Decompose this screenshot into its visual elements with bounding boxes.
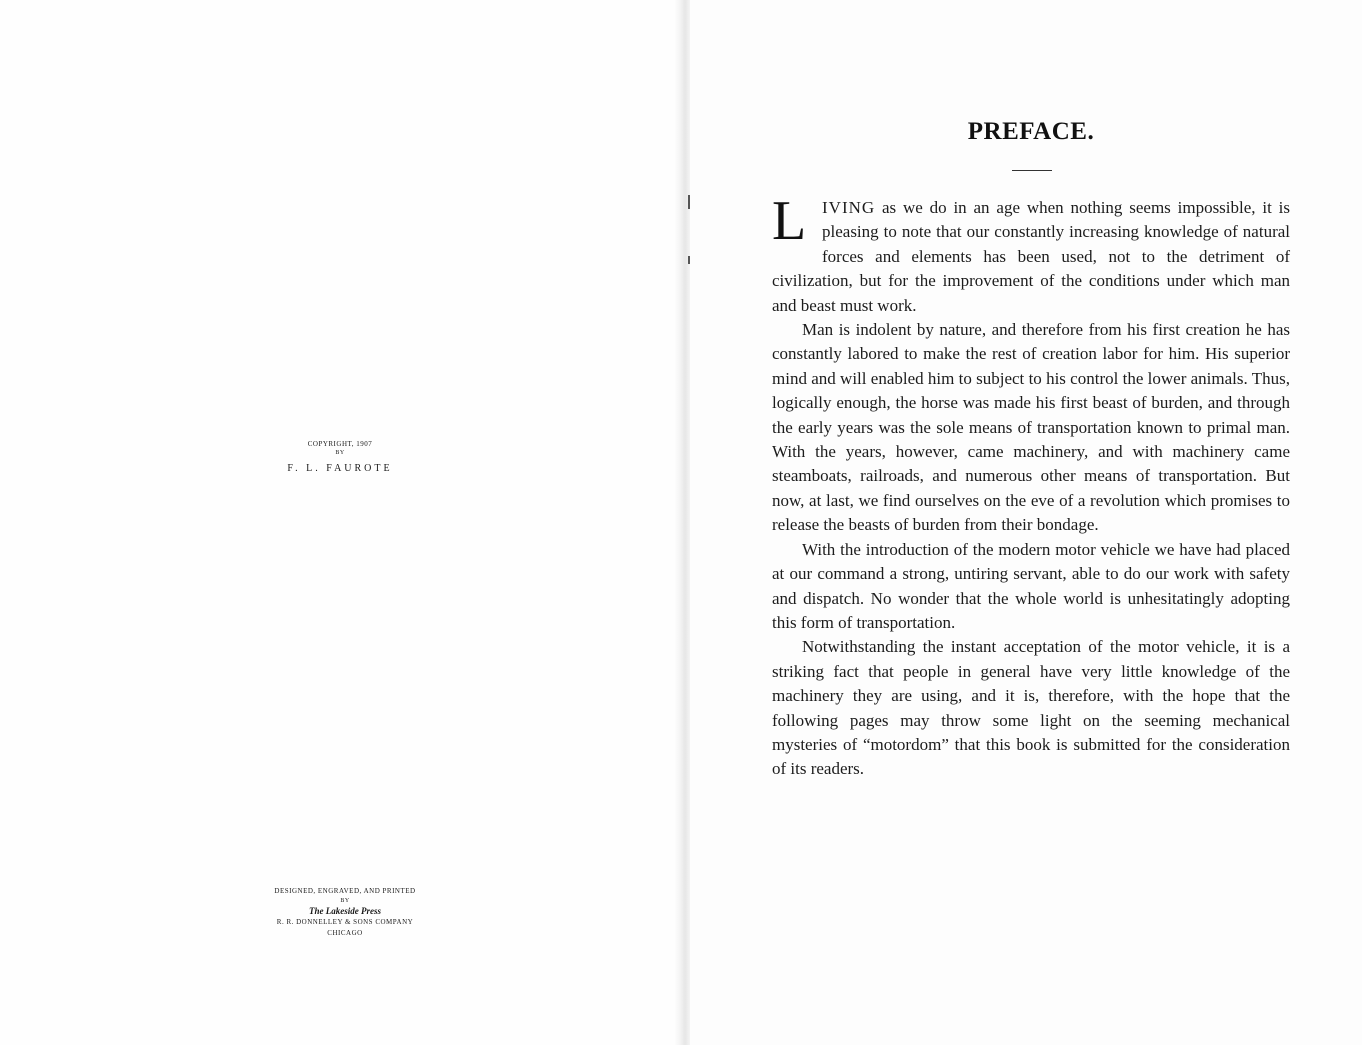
first-word-caps: IVING [822,198,876,217]
copyright-block [240,440,440,475]
paragraph-1 [772,190,1290,318]
left-page [0,0,680,1045]
paragraph-4: Notwithstanding the instant acceptation of the motor vehicle, it is a striking fact that people in general have very little knowledge of the machinery they are using, and it is, therefore, with the hope that the following pages may throw some light on the seeming mechanical mysteries of “motordom” that this book is submitted for the consideration of its readers. [772,637,1290,779]
paragraph-3: With the introduction of the modern motor vehicle we have had placed at our command a strong, untiring servant, able to do our work with safety and dispatch. No wonder that the whole world is unhesitatingly adopting this form of transportation. [772,539,1290,632]
copyright-line: COPYRIGHT, 1907 [307,440,373,448]
imprint-company: R. R. DONNELLEY & SONS COMPANY [276,918,414,926]
title-rule [1012,170,1052,171]
imprint-city: CHICAGO [327,929,363,937]
paragraph-1-text: as we do in an age when nothing seems impossible, it is pleasing to note that our constantly increasing knowledge of natural forces and elements has been used, not to the detriment of civilization, but for the improvement of the conditions under which man and beast must work. [772,198,1290,315]
imprint-by: BY [340,898,350,904]
paragraph-2: Man is indolent by nature, and therefore from his first creation he has constantly labored to make the rest of creation labor for him. His superior mind and will enabled him to subject to his control the lower animals. Thus, logically enough, the horse was made his first beast of burden, and through the early years was the sole means of transportation known to primal man. With the years, however, came machinery, and with machinery came steamboats, railroads, and numerous other means of transportation. But now, at last, we find ourselves on the eve of a revolution which promises to release the beasts of burden from their bondage. [772,320,1290,535]
preface-body [772,190,1290,782]
drop-cap-wrap [772,190,822,252]
printer-imprint [230,886,460,939]
imprint-press-name: The Lakeside Press [309,906,381,916]
imprint-designed: DESIGNED, ENGRAVED, AND PRINTED [274,887,416,895]
copyright-by: BY [335,450,345,456]
drop-cap: L [772,190,807,252]
author-name: F. L. FAUROTE [287,463,393,474]
preface-title: PREFACE. [967,118,1095,145]
